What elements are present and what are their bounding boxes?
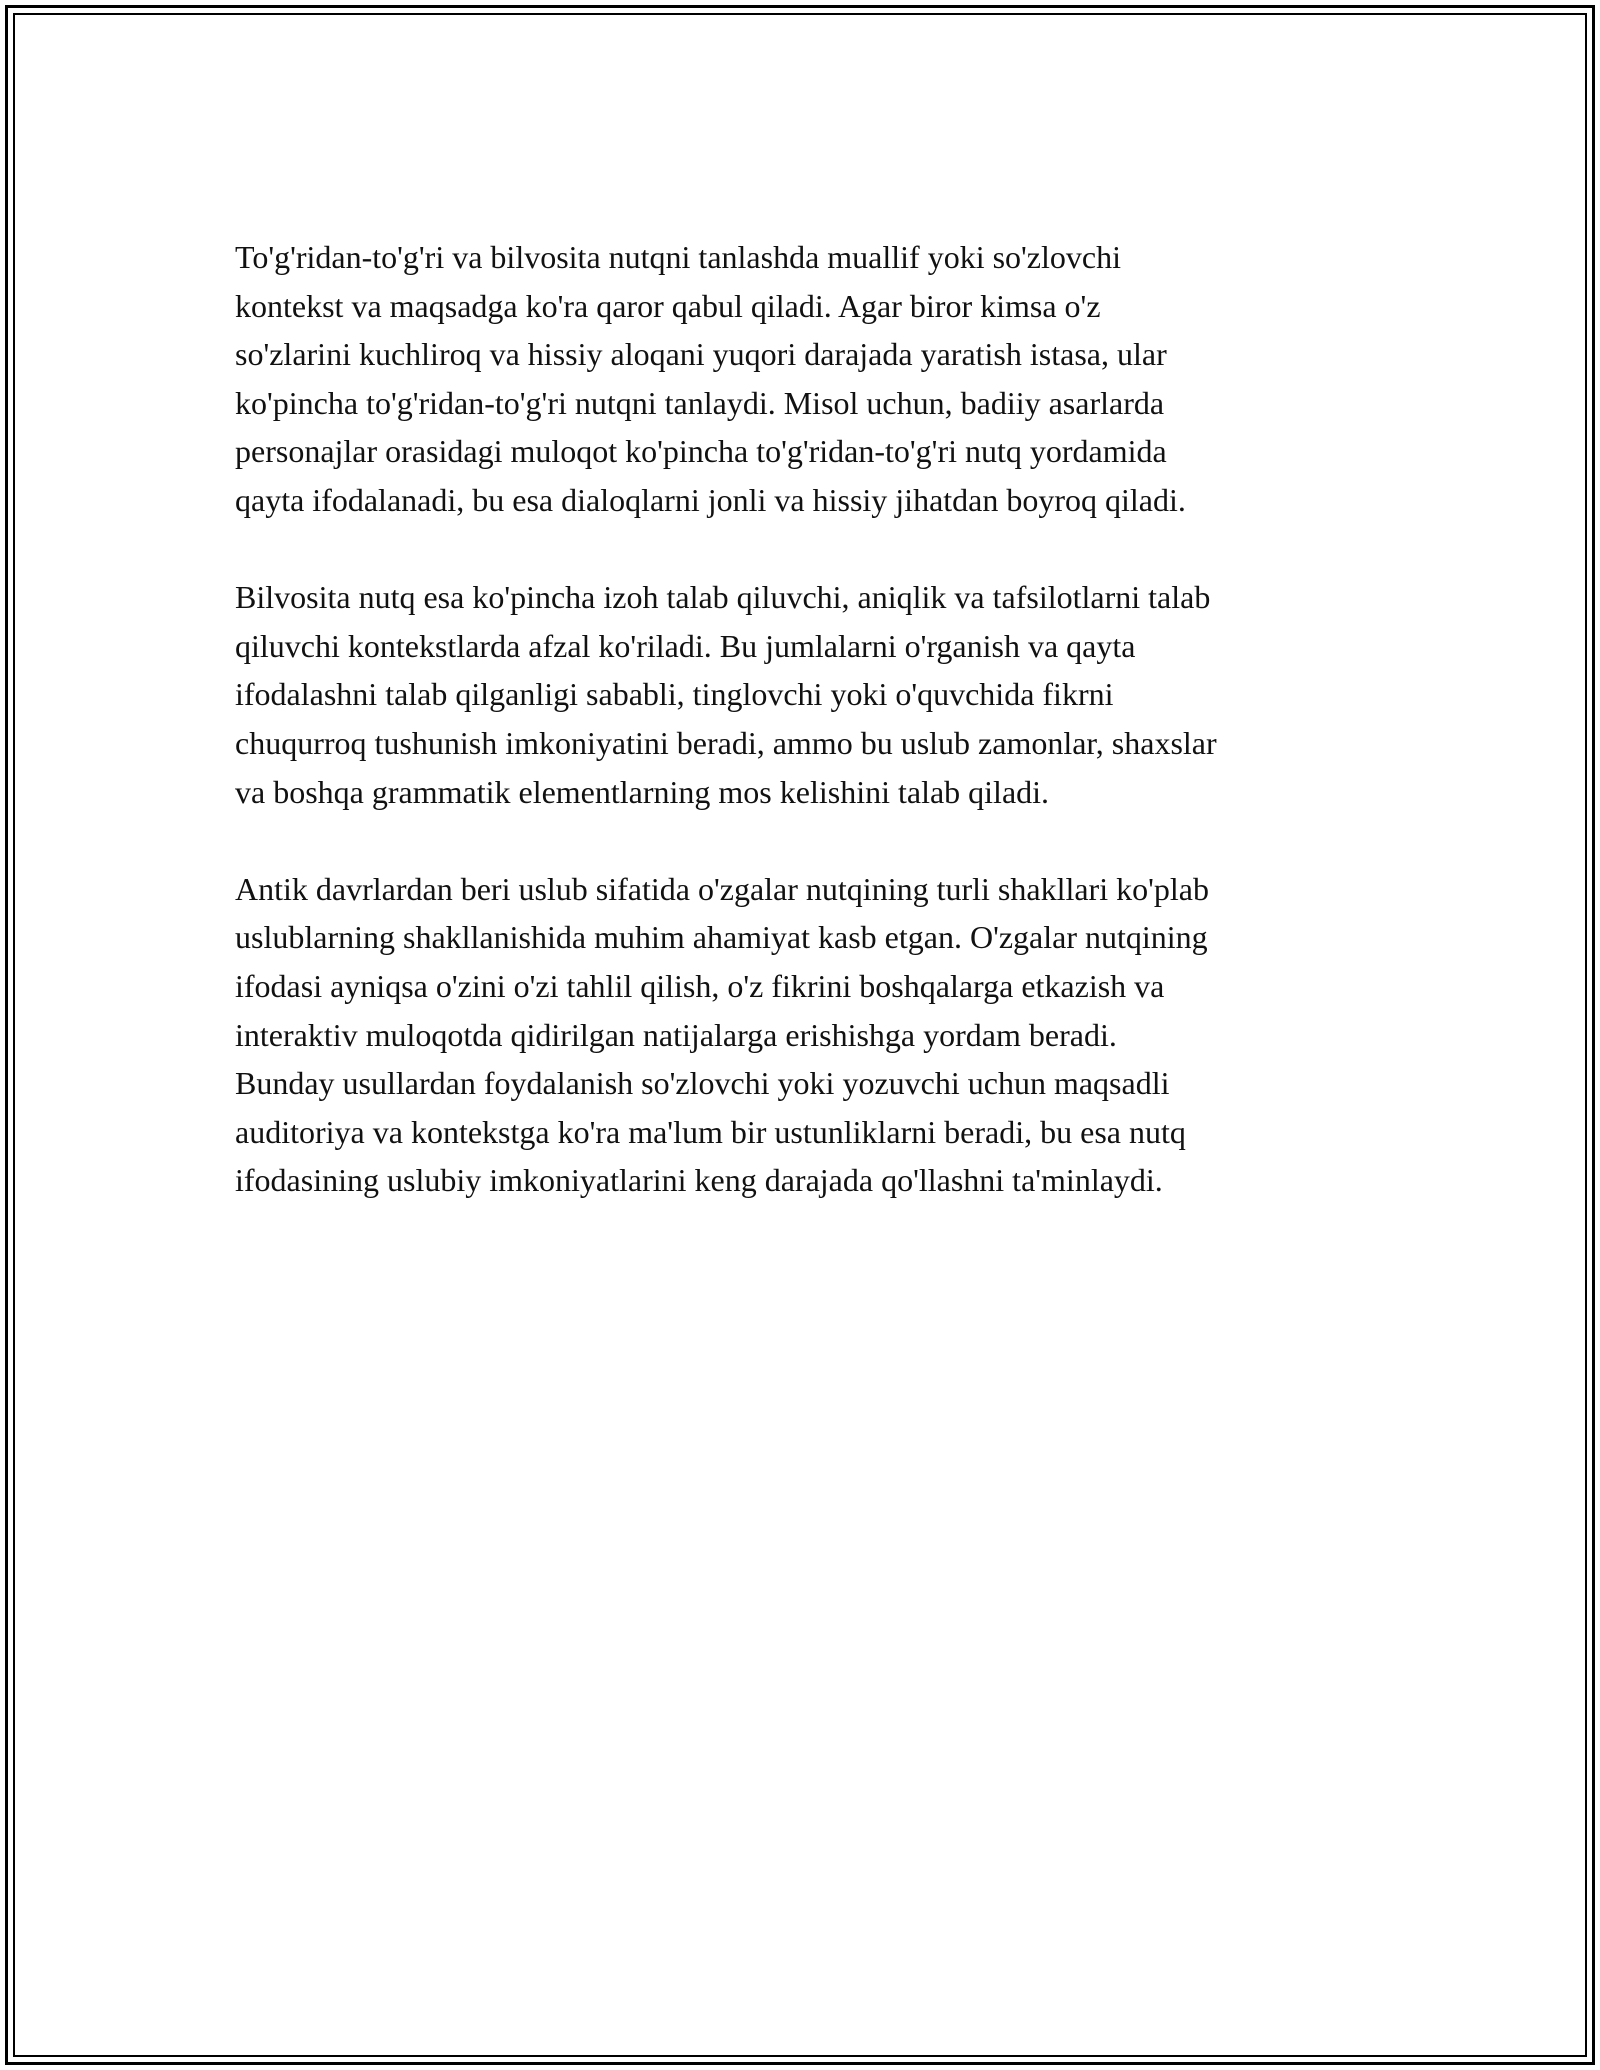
paragraph-3: Antik davrlardan beri uslub sifatida o'zgalar nutqining turli shakllari ko'plab uslublarning shakllanishida muhim ahamiyat kasb etgan. O'zgalar nutqining ifodasi ayniqsa o'zini o'zi tahlil qilish, o'z fikrini boshqalarga etkazish va interaktiv muloqotda qidirilgan natijalarga erishishga yordam beradi. Bunday usullardan foydalanish so'zlovchi yoki yozuvchi uchun maqsadli auditoriya va kontekstga ko'ra ma'lum bir ustunliklarni beradi, bu esa nutq ifodasining uslubiy imkoniyatlarini keng darajada qo'llashni ta'minlaydi. — [235, 870, 1209, 1199]
paragraph-1: To'g'ridan-to'g'ri va bilvosita nutqni tanlashda muallif yoki so'zlovchi kontekst va maqsadga ko'ra qaror qabul qiladi. Agar biror kimsa o'z so'zlarini kuchliroq va hissiy aloqani yuqori darajada yaratish istasa, ular ko'pincha to'g'ridan-to'g'ri nutqni tanlaydi. Misol uchun, badiiy asarlarda personajlar orasidagi muloqot ko'pincha to'g'ridan-to'g'ri nutq yordamida qayta ifodalanadi, bu esa dialoqlarni jonli va hissiy jihatdan boyroq qiladi. — [235, 239, 1186, 518]
paragraph-2: Bilvosita nutq esa ko'pincha izoh talab qiluvchi, aniqlik va tafsilotlarni talab qiluvchi kontekstlarda afzal ko'riladi. Bu jumlalarni o'rganish va qayta ifodalashni talab qilganligi sababli, tinglovchi yoki o'quvchida fikrni chuqurroq tushunish imkoniyatini beradi, ammo bu uslub zamonlar, shaxslar va boshqa grammatik elementlarning mos kelishini talab qiladi. — [235, 579, 1217, 810]
document-body — [235, 233, 1375, 1253]
